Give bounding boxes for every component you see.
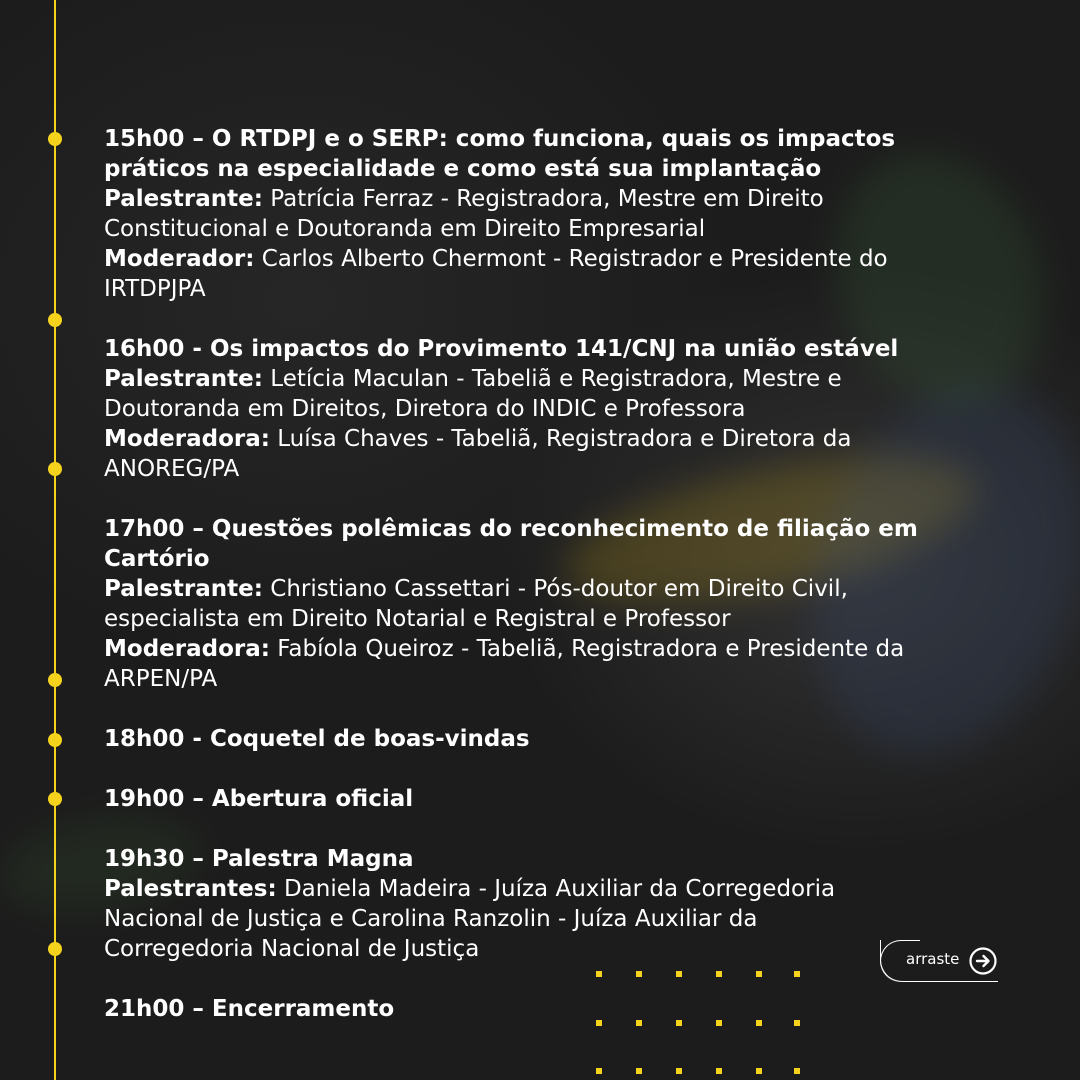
timeline-dot xyxy=(48,733,62,747)
speaker-line: Letícia Maculan - Tabeliã e Registradora, Mestre e xyxy=(262,366,842,392)
schedule-item xyxy=(104,334,984,484)
speaker-line: Daniela Madeira - Juíza Auxiliar da Corregedoria xyxy=(276,876,836,902)
moderator-info xyxy=(104,244,984,274)
moderator-role: Moderadora: xyxy=(104,636,270,662)
speaker-info xyxy=(104,364,984,394)
decorative-dot xyxy=(716,971,722,977)
speaker-info xyxy=(104,184,984,214)
speaker-line: Constitucional e Doutoranda em Direito Empresarial xyxy=(104,216,706,242)
timeline-line xyxy=(54,0,56,1080)
session-title xyxy=(104,334,984,364)
decorative-dot xyxy=(716,1068,722,1074)
speaker-line: Doutoranda em Direitos, Diretora do INDIC e Professora xyxy=(104,396,746,422)
decorative-dot xyxy=(756,971,762,977)
schedule-item xyxy=(104,514,984,694)
moderator-line: Fabíola Queiroz - Tabeliã, Registradora e Presidente da xyxy=(269,636,905,662)
decorative-dot xyxy=(794,1068,800,1074)
session-title-line: 15h00 – O RTDPJ e o SERP: como funciona, quais os impactos xyxy=(104,126,896,152)
session-title-line: práticos na especialidade e como está sua implantação xyxy=(104,156,822,182)
moderator-role: Moderadora: xyxy=(104,426,270,452)
decorative-dot xyxy=(636,971,642,977)
decorative-dot xyxy=(596,971,602,977)
speaker-role: Palestrante: xyxy=(104,576,263,602)
moderator-line: Carlos Alberto Chermont - Registrador e Presidente do xyxy=(254,246,888,272)
speaker-info xyxy=(104,574,984,604)
timeline-dot xyxy=(48,462,62,476)
moderator-info xyxy=(104,424,984,454)
schedule-item xyxy=(104,844,984,964)
schedule-item xyxy=(104,724,984,754)
speaker-role: Palestrante: xyxy=(104,186,263,212)
schedule-item xyxy=(104,124,984,304)
session-title xyxy=(104,514,984,574)
session-title: 18h00 - Coquetel de boas-vindas xyxy=(104,726,530,752)
decorative-dot xyxy=(756,1068,762,1074)
schedule-item xyxy=(104,994,984,1024)
speaker-line: Christiano Cassettari - Pós-doutor em Direito Civil, xyxy=(262,576,848,602)
speaker-line: especialista em Direito Notarial e Registral e Professor xyxy=(104,606,731,632)
moderator-line: ANOREG/PA xyxy=(104,456,240,482)
timeline-dot xyxy=(48,313,62,327)
decorative-dot xyxy=(676,971,682,977)
decorative-dot xyxy=(756,1020,762,1026)
decorative-dot xyxy=(596,1068,602,1074)
speaker-info xyxy=(104,874,984,904)
timeline-dot xyxy=(48,792,62,806)
speaker-line: Patrícia Ferraz - Registradora, Mestre em Direito xyxy=(262,186,824,212)
session-title: 19h30 – Palestra Magna xyxy=(104,846,414,872)
timeline-dot xyxy=(48,942,62,956)
speaker-line: Corregedoria Nacional de Justiça xyxy=(104,936,480,962)
moderator-role: Moderador: xyxy=(104,246,255,272)
timeline-dot xyxy=(48,132,62,146)
swipe-label: arraste xyxy=(906,950,960,968)
decorative-dot xyxy=(636,1020,642,1026)
session-title: 19h00 – Abertura oficial xyxy=(104,786,414,812)
session-title: 21h00 – Encerramento xyxy=(104,996,395,1022)
schedule-item xyxy=(104,784,984,814)
speaker-role: Palestrante: xyxy=(104,366,263,392)
speaker-line: Nacional de Justiça e Carolina Ranzolin - Juíza Auxiliar da xyxy=(104,906,758,932)
session-title-line: 17h00 – Questões polêmicas do reconhecimento de filiação em xyxy=(104,516,918,542)
session-title-line: 16h00 - Os impactos do Provimento 141/CNJ na união estável xyxy=(104,336,899,362)
decorative-dot xyxy=(794,971,800,977)
session-title xyxy=(104,124,984,184)
session-title-line: Cartório xyxy=(104,546,210,572)
moderator-line: IRTDPJPA xyxy=(104,276,206,302)
decorative-dot xyxy=(676,1068,682,1074)
moderator-line: ARPEN/PA xyxy=(104,666,218,692)
decorative-dot xyxy=(636,1068,642,1074)
moderator-line: Luísa Chaves - Tabeliã, Registradora e Diretora da xyxy=(269,426,852,452)
decorative-dot xyxy=(794,1020,800,1026)
arrow-right-circle-icon xyxy=(968,946,998,976)
timeline-dot xyxy=(48,673,62,687)
decorative-dot xyxy=(676,1020,682,1026)
decorative-dot xyxy=(716,1020,722,1026)
decorative-dot xyxy=(596,1020,602,1026)
moderator-info xyxy=(104,634,984,664)
speaker-role: Palestrantes: xyxy=(104,876,277,902)
